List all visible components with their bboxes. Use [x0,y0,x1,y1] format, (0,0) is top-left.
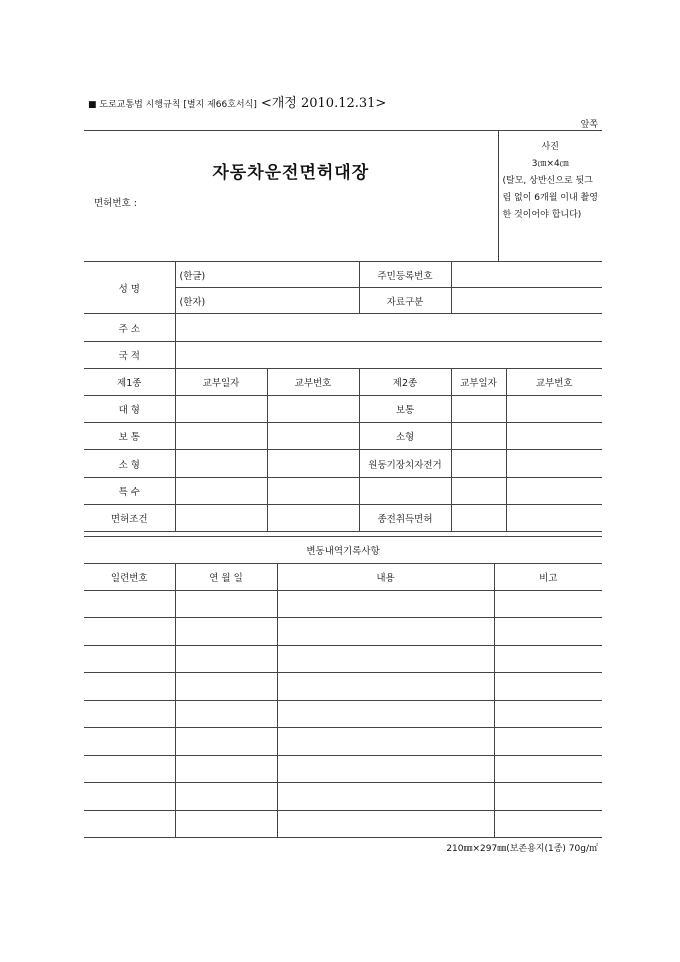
history-col-content: 내용 [277,564,494,591]
address-label: 주 소 [84,314,175,342]
class2-moped: 원동기장치자전거 [359,450,451,478]
paper-spec-footer: 210㎜×297㎜(보존용지(1종) 70g/㎡ [446,844,598,854]
resident-number-value [451,262,602,288]
class1-regular: 보 통 [84,423,175,450]
nationality-value [175,342,602,369]
name-label: 성 명 [84,262,175,314]
license-number-label: 면허번호 : [94,198,137,209]
history-col-remarks: 비고 [494,564,602,591]
form-reference [88,92,386,111]
history-row [84,728,602,756]
history-col-serial: 일련번호 [84,564,175,591]
form-title: 자동차운전면허대장 [212,163,370,183]
photo-title: 사진 [541,142,559,152]
class2-regular: 보통 [359,396,451,423]
history-col-date: 연 월 일 [175,564,277,591]
class1-large: 대 형 [84,396,175,423]
title-section [84,130,602,262]
history-row [84,591,602,618]
name-korean-label: (한글) [175,262,359,288]
data-class-value [451,288,602,314]
class2-issue-no-header: 교부번호 [506,369,602,396]
side-label: 앞쪽 [580,120,598,130]
license-conditions: 면허조건 [84,505,175,532]
history-row [84,756,602,783]
class2-issue-date-header: 교부일자 [451,369,506,396]
resident-number-label: 주민등록번호 [359,262,451,288]
form-ref-text: ■ 도로교통법 시행규칙 [별지 제66호서식] [88,100,257,110]
data-class-label: 자료구분 [359,288,451,314]
class1-special: 특 수 [84,478,175,505]
class1-small: 소 형 [84,450,175,478]
previous-license: 종전취득면허 [359,505,451,532]
history-row [84,783,602,811]
history-section-title: 변동내역기록사항 [84,537,602,564]
class1-header: 제1종 [84,369,175,396]
photo-box [498,131,602,262]
class2-header: 제2종 [359,369,451,396]
name-hanja-label: (한자) [175,288,359,314]
class1-issue-no-header: 교부번호 [267,369,359,396]
history-table [84,536,602,838]
nationality-label: 국 적 [84,342,175,369]
class2-small: 소형 [359,423,451,450]
class2-empty [359,478,451,505]
history-row [84,701,602,728]
address-value [175,314,602,342]
history-row [84,673,602,701]
history-row [84,618,602,646]
photo-size: 3㎝×4㎝ [531,159,569,169]
title-cell [84,131,498,262]
history-row [84,811,602,838]
revision-text: <개정 2010.12.31> [260,96,387,111]
personal-license-table [84,261,602,532]
history-row [84,646,602,673]
class1-issue-date-header: 교부일자 [175,369,267,396]
photo-note: (탈모, 상반신으로 뒷그림 없이 6개월 이내 촬영한 것이어야 합니다) [502,176,598,220]
